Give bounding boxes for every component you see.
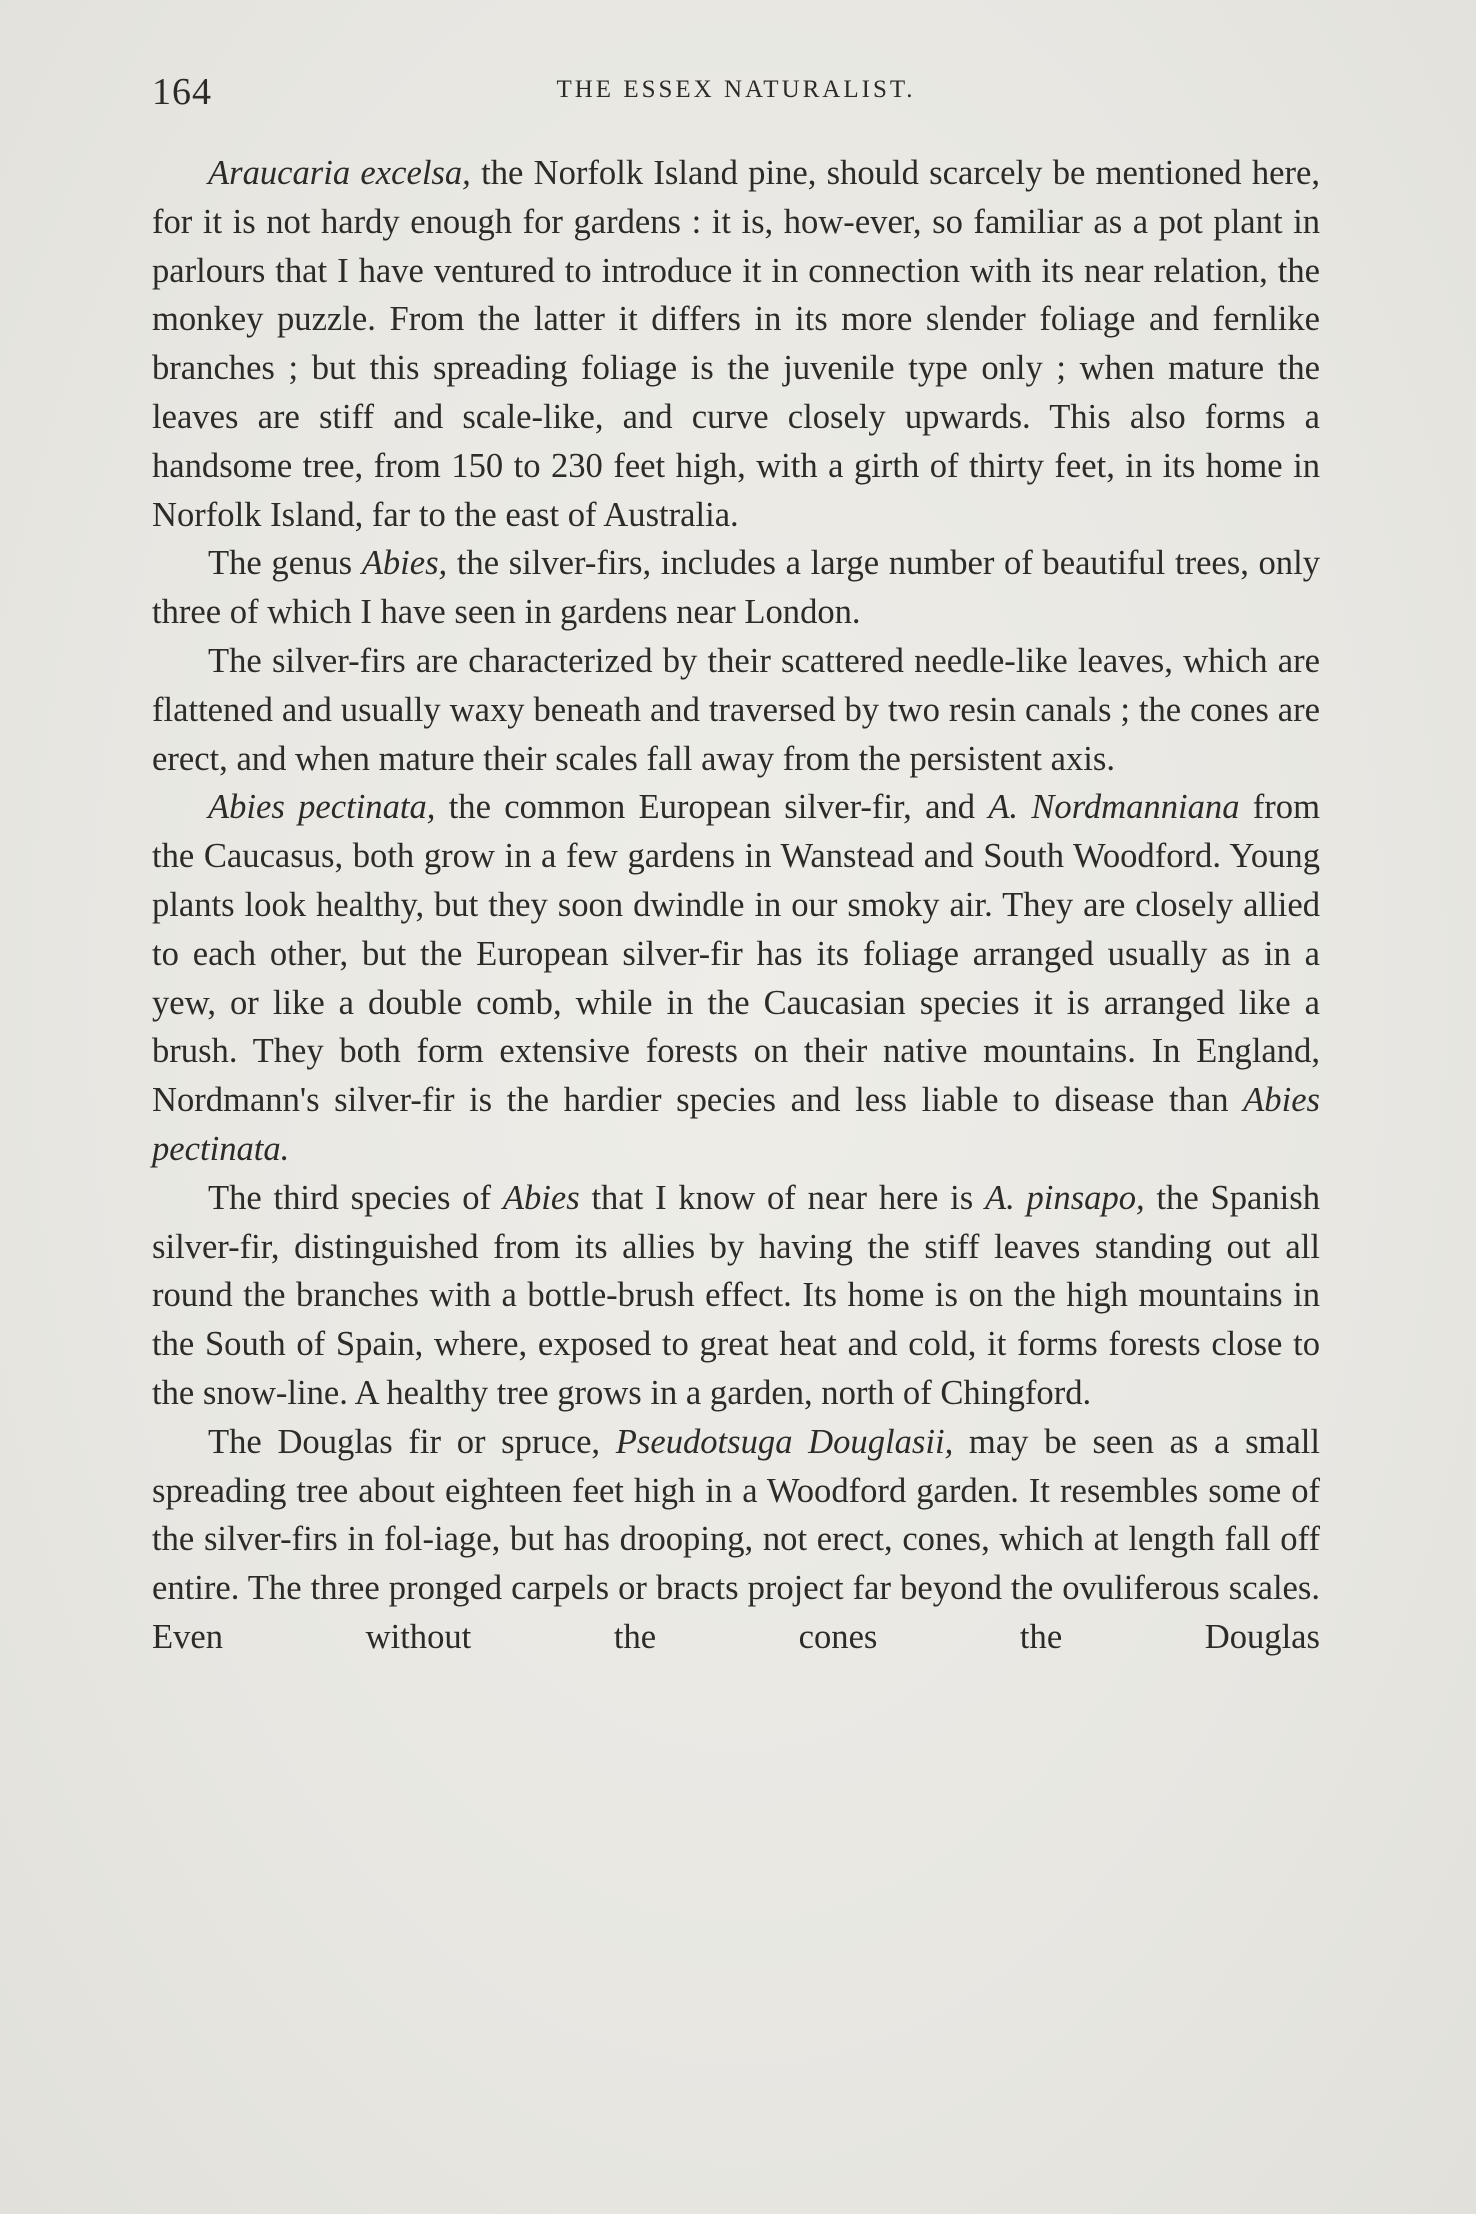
- italic-text-run: A. pinsapo,: [984, 1178, 1145, 1217]
- italic-text-run: Abies,: [361, 544, 448, 583]
- paragraph-douglas-fir: [152, 1418, 1320, 1662]
- italic-text-run: A. Nordmanniana: [988, 788, 1240, 827]
- italic-text-run: Araucaria excelsa,: [208, 154, 471, 192]
- text-run: the Norfolk Island pine, should scarcely be mentioned here, for it is not hardy enough for gardens : it is, how-ever, so familiar as a pot plant in parlours that I have ventured to introduce it in connection with its near relation, the monkey puzzle. From the latter it differs in its more slender foliage and fernlike branches ; but this spreading foliage is the juvenile type only ; when mature the leaves are stiff and scale-like, and curve closely upwards. This also forms a handsome tree, from 150 to 230 feet high, with a girth of thirty feet, in its home in Norfolk Island, far to the east of Australia.: [152, 154, 1320, 534]
- paragraph-araucaria: [152, 149, 1320, 539]
- text-run: that I know of near here is: [579, 1178, 985, 1217]
- italic-text-run: Abies: [502, 1178, 580, 1217]
- text-run: The silver-firs are characterized by their scattered needle-like leaves, which are flattened and usually waxy beneath and traversed by two resin canals ; the cones are erect, and when mature their scales fall away from the persistent axis.: [152, 641, 1320, 778]
- body-text: [152, 149, 1320, 1662]
- italic-text-run: Abies pectinata.: [152, 1081, 1320, 1168]
- italic-text-run: Abies pectinata,: [208, 788, 436, 827]
- paragraph-abies-pinsapo: [152, 1174, 1320, 1418]
- running-head: THE ESSEX NATURALIST.: [556, 76, 916, 103]
- text-run: The genus: [208, 544, 362, 583]
- page-number: 164: [152, 71, 212, 113]
- paragraph-silver-firs: [152, 637, 1320, 783]
- text-run: may be seen as a small spreading tree about eighteen feet high in a Woodford garden. It resembles some of the silver-firs in fol-iage, but has drooping, not erect, cones, which at length fall off entire. The three pronged carpels or bracts project far beyond the ovuliferous scales. Even without the cones the Douglas: [152, 1422, 1321, 1656]
- text-run: the common European silver-fir, and: [435, 788, 989, 827]
- paragraph-abies-pectinata: [152, 783, 1320, 1173]
- page-header: [152, 70, 1320, 114]
- text-run: from the Caucasus, both grow in a few gardens in Wanstead and South Woodford. Young plants look healthy, but they soon dwindle in our smoky air. They are closely allied to each other, but the European silver-fir has its foliage arranged usually as in a yew, or like a double comb, while in the Caucasian species it is arranged like a brush. They both form extensive forests on their native mountains. In England, Nordmann's silver-fir is the hardier species and less liable to disease than: [152, 788, 1320, 1120]
- paragraph-abies-genus: [152, 539, 1320, 637]
- text-run: the silver-firs, includes a large number of beautiful trees, only three of which I have seen in gardens near London.: [152, 544, 1320, 632]
- italic-text-run: Pseudotsuga Douglasii,: [615, 1422, 954, 1461]
- text-run: The Douglas fir or spruce,: [208, 1422, 616, 1461]
- text-run: The third species of: [208, 1178, 503, 1217]
- text-run: the Spanish silver-fir, distinguished from its allies by having the stiff leaves standing out all round the branches with a bottle-brush effect. Its home is on the high mountains in the South of Spain, where, exposed to great heat and cold, it forms forests close to the snow-line. A healthy tree grows in a garden, north of Chingford.: [152, 1178, 1320, 1412]
